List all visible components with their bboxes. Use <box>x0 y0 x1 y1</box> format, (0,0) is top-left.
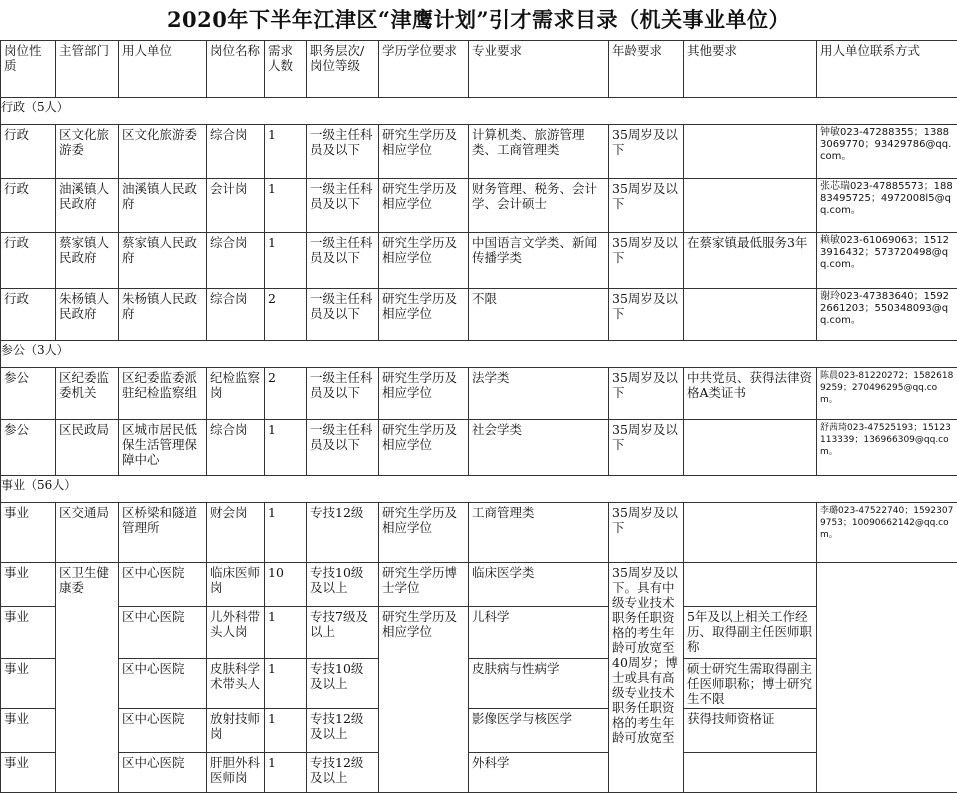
cell-level: 一级主任科员及以下 <box>307 125 379 179</box>
cell-dept: 区文化旅游委 <box>56 125 119 179</box>
cell-level: 专技10级及以上 <box>307 659 379 709</box>
cell-major: 临床医学类 <box>469 563 609 607</box>
cell-age: 35周岁及以下 <box>609 368 684 420</box>
cell-contact: 赖敏023-61069063；15123916432；573720498@qq.com。 <box>817 233 957 289</box>
cell-other <box>684 503 817 563</box>
table-row <box>1 659 957 709</box>
cell-num: 1 <box>265 179 307 233</box>
cell-dept: 油溪镇人民政府 <box>56 179 119 233</box>
cell-nature: 事业 <box>1 709 56 753</box>
cell-other: 硕士研究生需取得副主任医师职称；博士研究生不限 <box>684 659 817 709</box>
cell-dept: 区交通局 <box>56 503 119 563</box>
cell-major: 工商管理类 <box>469 503 609 563</box>
cell-post: 纪检监察岗 <box>207 368 265 420</box>
section-label: 事业（56人） <box>1 476 957 503</box>
cell-nature: 事业 <box>1 659 56 709</box>
cell-level: 专技7级及以上 <box>307 607 379 659</box>
cell-age: 35周岁及以下 <box>609 420 684 476</box>
cell-post: 综合岗 <box>207 289 265 341</box>
cell-nature: 事业 <box>1 503 56 563</box>
cell-num: 1 <box>265 709 307 753</box>
cell-contact-empty <box>817 563 957 793</box>
cell-contact: 李璐023-47522740；15923079753；1009066214​2@qq.com。 <box>817 503 957 563</box>
cell-level: 专技12级及以上 <box>307 709 379 753</box>
cell-num: 2 <box>265 368 307 420</box>
cell-edu: 研究生学历及相应学位 <box>379 420 469 476</box>
header-cell: 需求人数 <box>265 41 307 98</box>
table-row <box>1 125 957 179</box>
cell-num: 10 <box>265 563 307 607</box>
cell-other: 获得技师资格证 <box>684 709 817 753</box>
table-row <box>1 420 957 476</box>
cell-num: 1 <box>265 125 307 179</box>
header-cell: 年龄要求 <box>609 41 684 98</box>
cell-other: 中共党员、获得法律资格A类证书 <box>684 368 817 420</box>
cell-nature: 事业 <box>1 563 56 607</box>
header-cell: 专业要求 <box>469 41 609 98</box>
cell-nature: 行政 <box>1 289 56 341</box>
cell-level: 一级主任科员及以下 <box>307 368 379 420</box>
cell-other <box>684 420 817 476</box>
table-row <box>1 563 957 607</box>
cell-edu: 研究生学历及相应学位 <box>379 125 469 179</box>
cell-edu: 研究生学历及相应学位 <box>379 368 469 420</box>
table-row <box>1 607 957 659</box>
table-row <box>1 503 957 563</box>
header-cell: 用人单位 <box>119 41 207 98</box>
cell-major: 计算机类、旅游管理类、工商管理类 <box>469 125 609 179</box>
cell-num: 1 <box>265 233 307 289</box>
cell-contact: 张芯瑞023-47885573；18883495725；4972008l5@qq.com。 <box>817 179 957 233</box>
cell-unit: 油溪镇人民政府 <box>119 179 207 233</box>
section-row <box>1 476 957 503</box>
cell-other <box>684 125 817 179</box>
cell-level: 一级主任科员及以下 <box>307 233 379 289</box>
cell-post: 会计岗 <box>207 179 265 233</box>
cell-dept: 区纪委监委机关 <box>56 368 119 420</box>
header-cell: 用人单位联系方式 <box>817 41 957 98</box>
cell-num: 1 <box>265 753 307 793</box>
cell-level: 专技12级 <box>307 503 379 563</box>
cell-major: 儿科学 <box>469 607 609 659</box>
cell-edu: 研究生学历及相应学位 <box>379 503 469 563</box>
cell-unit: 区中心医院 <box>119 709 207 753</box>
header-cell: 学历学位要求 <box>379 41 469 98</box>
cell-nature: 行政 <box>1 125 56 179</box>
cell-dept: 区民政局 <box>56 420 119 476</box>
header-cell: 主管部门 <box>56 41 119 98</box>
section-row <box>1 98 957 125</box>
recruitment-table <box>0 40 957 793</box>
cell-contact: 陈晨023-81220272；15826189259；270496295@qq.com。 <box>817 368 957 420</box>
cell-other <box>684 289 817 341</box>
cell-post: 综合岗 <box>207 233 265 289</box>
cell-dept: 蔡家镇人民政府 <box>56 233 119 289</box>
cell-level: 一级主任科员及以下 <box>307 420 379 476</box>
cell-post: 综合岗 <box>207 420 265 476</box>
cell-unit: 区中心医院 <box>119 607 207 659</box>
cell-age: 35周岁及以下 <box>609 233 684 289</box>
cell-unit: 区中心医院 <box>119 753 207 793</box>
header-cell: 岗位名称 <box>207 41 265 98</box>
header-cell: 岗位性质 <box>1 41 56 98</box>
cell-level: 专技10级及以上 <box>307 563 379 607</box>
cell-edu: 研究生学历及相应学位 <box>379 233 469 289</box>
cell-level: 一级主任科员及以下 <box>307 179 379 233</box>
cell-unit: 蔡家镇人民政府 <box>119 233 207 289</box>
cell-num: 1 <box>265 607 307 659</box>
cell-unit: 区中心医院 <box>119 659 207 709</box>
cell-other <box>684 753 817 793</box>
cell-unit: 区桥梁和隧道管理所 <box>119 503 207 563</box>
cell-post: 皮肤科学术带头人 <box>207 659 265 709</box>
cell-num: 1 <box>265 420 307 476</box>
cell-level: 一级主任科员及以下 <box>307 289 379 341</box>
cell-post: 儿外科带头人岗 <box>207 607 265 659</box>
cell-num: 1 <box>265 659 307 709</box>
section-label: 行政（5人） <box>1 98 957 125</box>
cell-other: 5年及以上相关工作经历、取得副主任医师职称 <box>684 607 817 659</box>
cell-age: 35周岁及以下 <box>609 289 684 341</box>
cell-nature: 事业 <box>1 753 56 793</box>
cell-level: 专技12级及以上 <box>307 753 379 793</box>
table-row <box>1 179 957 233</box>
cell-unit: 区城市居民低保生活管理保障中心 <box>119 420 207 476</box>
cell-edu: 研究生学历及相应学位 <box>379 289 469 341</box>
cell-major: 社会学类 <box>469 420 609 476</box>
cell-other: 在蔡家镇最低服务3年 <box>684 233 817 289</box>
cell-post: 放射技师岗 <box>207 709 265 753</box>
cell-other <box>684 179 817 233</box>
cell-age: 35周岁及以下 <box>609 503 684 563</box>
cell-post: 临床医师岗 <box>207 563 265 607</box>
cell-nature: 事业 <box>1 607 56 659</box>
cell-other <box>684 563 817 607</box>
cell-unit: 区文化旅游委 <box>119 125 207 179</box>
cell-age: 35周岁及以下 <box>609 179 684 233</box>
page-title: 2020年下半年江津区“津鹰计划”引才需求目录（机关事业单位） <box>0 0 957 40</box>
cell-num: 1 <box>265 503 307 563</box>
cell-post: 肝胆外科医师岗 <box>207 753 265 793</box>
cell-num: 2 <box>265 289 307 341</box>
cell-major: 中国语言文学类、新闻传播学类 <box>469 233 609 289</box>
cell-major: 影像医学与核医学 <box>469 709 609 753</box>
cell-dept: 区卫生健康委 <box>56 563 119 793</box>
cell-unit: 区中心医院 <box>119 563 207 607</box>
cell-major: 财务管理、税务、会计学、会计硕士 <box>469 179 609 233</box>
cell-nature: 行政 <box>1 233 56 289</box>
cell-edu-merged: 研究生学历及相应学位 <box>379 607 469 793</box>
cell-unit: 区纪委监委派驻纪检监察组 <box>119 368 207 420</box>
table-row <box>1 289 957 341</box>
cell-contact: 钟敏023-47288355；13883069770；93429786@qq.com。 <box>817 125 957 179</box>
cell-major: 皮肤病与性病学 <box>469 659 609 709</box>
cell-major: 法学类 <box>469 368 609 420</box>
cell-post: 综合岗 <box>207 125 265 179</box>
cell-major: 外科学 <box>469 753 609 793</box>
section-row <box>1 341 957 368</box>
cell-post: 财会岗 <box>207 503 265 563</box>
table-row <box>1 233 957 289</box>
cell-nature: 参公 <box>1 420 56 476</box>
cell-dept: 朱杨镇人民政府 <box>56 289 119 341</box>
cell-unit: 朱杨镇人民政府 <box>119 289 207 341</box>
cell-age-merged: 35周岁及以下。具有中级专业技术职务任职资格的考生年龄可放宽至40周岁；博士或具有高级专业技术职务任职资格的考生年龄可放宽至 <box>609 563 684 793</box>
header-cell: 职务层次/岗位等级 <box>307 41 379 98</box>
cell-edu: 研究生学历博士学位 <box>379 563 469 607</box>
cell-contact: 舒茜琦023-47525193；15123113339；136966309@qq.com。 <box>817 420 957 476</box>
section-label: 参公（3人） <box>1 341 957 368</box>
header-cell: 其他要求 <box>684 41 817 98</box>
cell-major: 不限 <box>469 289 609 341</box>
cell-contact: 谢玲023-47383640；15922661203；550348093@qq.com。 <box>817 289 957 341</box>
table-header-row <box>1 41 957 98</box>
cell-nature: 行政 <box>1 179 56 233</box>
table-row <box>1 368 957 420</box>
cell-age: 35周岁及以下 <box>609 125 684 179</box>
cell-nature: 参公 <box>1 368 56 420</box>
cell-edu: 研究生学历及相应学位 <box>379 179 469 233</box>
table-row <box>1 753 957 793</box>
table-row <box>1 709 957 753</box>
